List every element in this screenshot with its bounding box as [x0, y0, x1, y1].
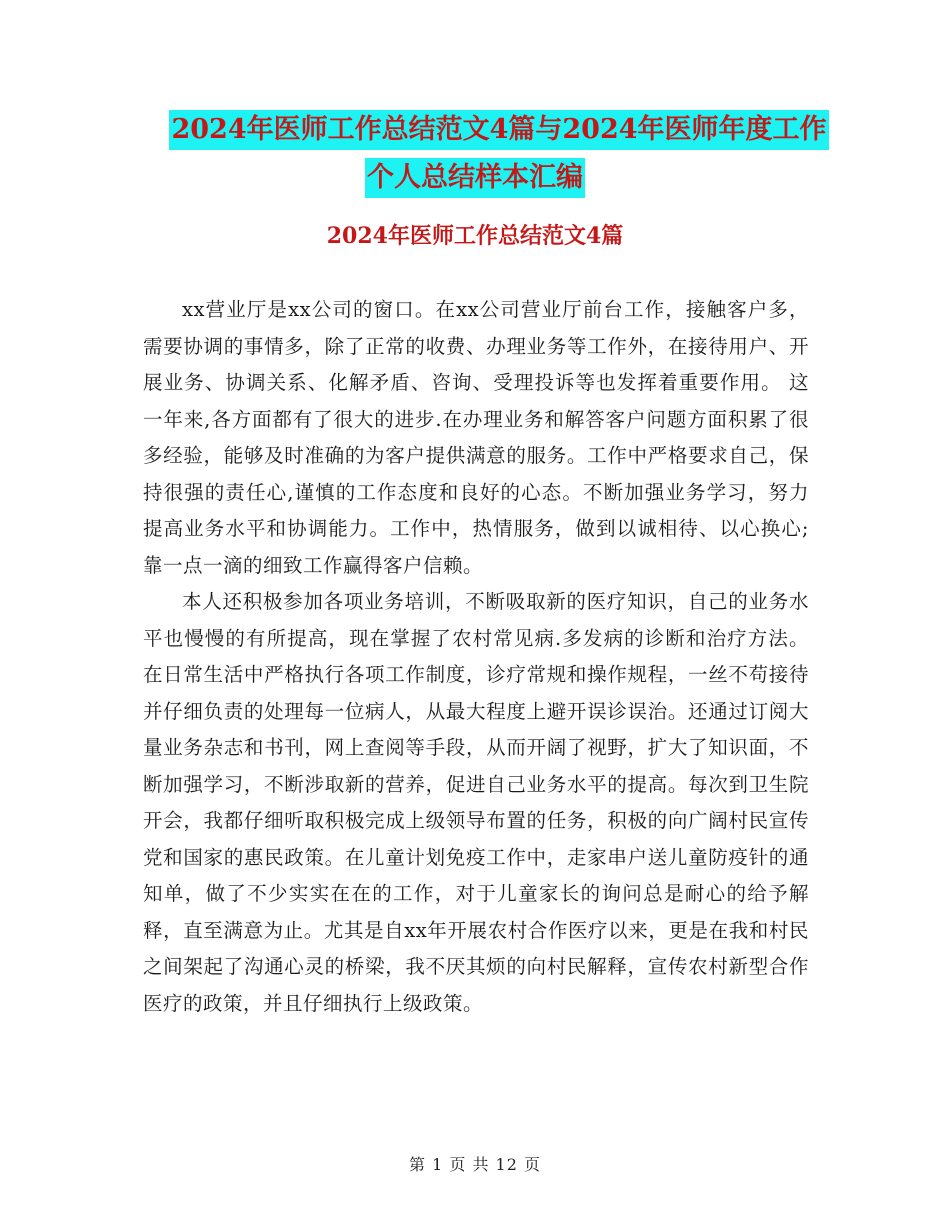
title-line-2: 个人总结样本汇编 [365, 158, 585, 198]
paragraph-2: 本人还积极参加各项业务培训，不断吸取新的医疗知识，自己的业务水平也慢慢的有所提高，现在掌握了农村常见病.多发病的诊断和治疗方法。在日常生活中严格执行各项工作制度，诊疗常规和操作规程，一丝不苟接待并仔细负责的处理每一位病人，从最大程度上避开误诊误治。还通过订阅大量业务杂志和书刊，网上查阅等手段，从而开阔了视野，扩大了知识面，不断加强学习，不断涉取新的营养，促进自己业务水平的提高。每次到卫生院开会，我都仔细听取积极完成上级领导布置的任务，积极的向广阔村民宣传党和国家的惠民政策。在儿童计划免疫工作中，走家串户送儿童防疫针的通知单，做了不少实实在在的工作，对于儿童家长的询问总是耐心的给予解释，直至满意为止。尤其是自xx年开展农村合作医疗以来，更是在我和村民之间架起了沟通心灵的桥梁，我不厌其烦的向村民解释，宣传农村新型合作医疗的政策，并且仔细执行上级政策。 [143, 590, 809, 1015]
page-footer: 第 1 页 共 12 页 [409, 1155, 541, 1174]
paragraph-1: xx营业厅是xx公司的窗口。在xx公司营业厅前台工作，接触客户多，需要协调的事情多，除了正常的收费、办理业务等工作外，在接待用户、开展业务、协调关系、化解矛盾、咨询、受理投诉等也发挥着重要作用。 这一年来,各方面都有了很大的进步.在办理业务和解答客户问题方面积累了很多经验，能够及时准确的为客户提供满意的服务。工作中严格要求自己，保持很强的责任心,谨慎的工作态度和良好的心态。不断加强业务学习，努力提高业务水平和协调能力。工作中，热情服务，做到以诚相待、以心换心;靠一点一滴的细致工作赢得客户信赖。 [143, 298, 809, 577]
body-text [143, 292, 809, 1022]
document-title [0, 110, 950, 198]
section-heading: 2024年医师工作总结范文4篇 [326, 223, 624, 249]
title-line-1: 2024年医师工作总结范文4篇与2024年医师年度工作 [169, 110, 828, 150]
